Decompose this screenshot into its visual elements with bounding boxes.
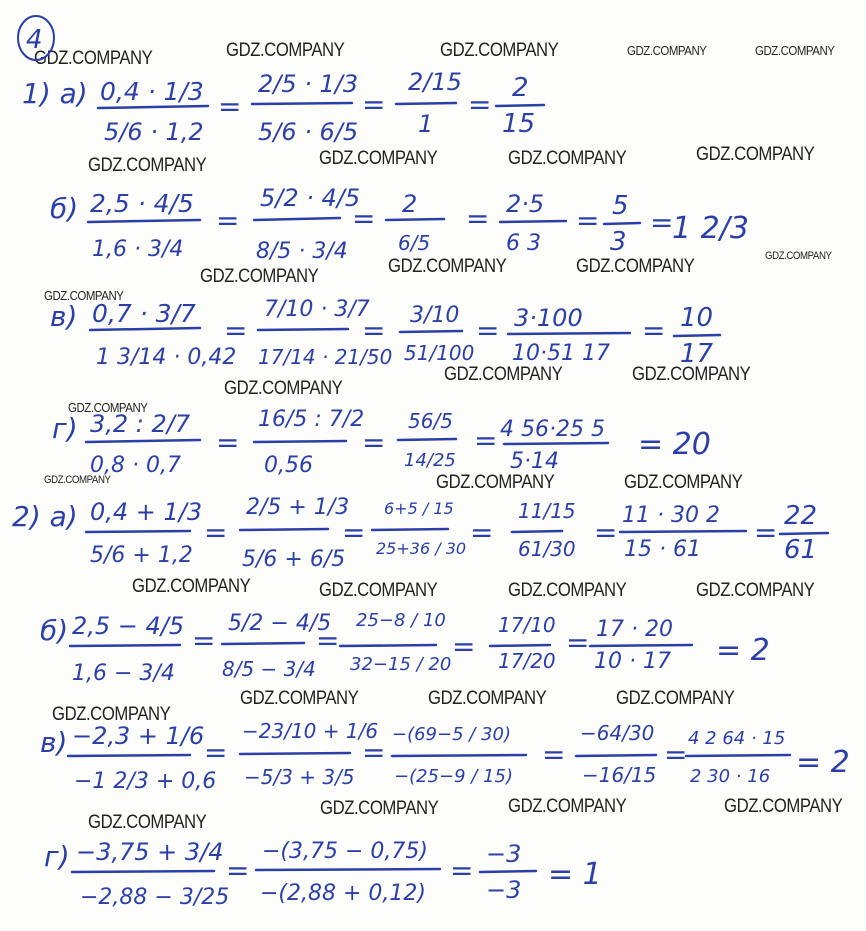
watermark: GDZ.COMPANY: [696, 580, 815, 601]
numerator: 2/15: [408, 68, 462, 96]
numerator: 17/10: [498, 613, 556, 637]
equals-sign: =: [566, 626, 590, 659]
result: = 2: [796, 745, 850, 780]
fraction-bar: [222, 643, 304, 644]
problem-label: б): [40, 614, 69, 647]
equals-sign: =: [542, 738, 566, 771]
fraction-bar: [686, 755, 790, 756]
denominator: 15 · 61: [624, 537, 701, 562]
numerator: 5: [612, 191, 629, 221]
watermark: GDZ.COMPANY: [576, 256, 695, 277]
watermark: GDZ.COMPANY: [616, 688, 735, 709]
numerator: 7/10 · 3/7: [264, 297, 370, 322]
denominator: 32−15 / 20: [350, 654, 452, 675]
watermark: GDZ.COMPANY: [320, 798, 439, 819]
watermark: GDZ.COMPANY: [508, 580, 627, 601]
numerator: 2/5 · 1/3: [258, 70, 359, 98]
problem-2a: [12, 495, 828, 572]
fraction-bar: [88, 220, 200, 222]
equals-sign: =: [362, 426, 386, 459]
fraction-bar: [72, 871, 214, 872]
denominator: 1,6 − 3/4: [72, 661, 175, 686]
watermark: GDZ.COMPANY: [319, 148, 438, 169]
numerator: 2/5 + 1/3: [246, 495, 350, 520]
watermark: GDZ.COMPANY: [240, 688, 359, 709]
watermark: GDZ.COMPANY: [44, 474, 111, 486]
numerator: 56/5: [408, 409, 453, 433]
denominator: −16/15: [582, 763, 657, 787]
denominator: 17/20: [498, 649, 556, 673]
fraction-bar: [396, 103, 456, 104]
fraction-bar: [252, 103, 352, 104]
denominator: 5/6 + 1,2: [90, 543, 193, 568]
watermark: GDZ.COMPANY: [34, 48, 153, 69]
denominator: 5/6 · 6/5: [258, 118, 359, 146]
denominator: 1 3/14 · 0,42: [96, 345, 237, 370]
fraction-bar: [68, 755, 190, 756]
numerator: −(3,75 − 0,75): [262, 839, 428, 864]
fraction-bar: [496, 105, 544, 106]
watermark: GDZ.COMPANY: [696, 144, 815, 165]
denominator: 5/6 · 1,2: [104, 118, 204, 146]
equals-sign: =: [470, 516, 494, 549]
watermark: GDZ.COMPANY: [444, 364, 563, 385]
numerator: 0,4 + 1/3: [90, 498, 203, 526]
denominator: 61/30: [518, 537, 576, 561]
problem-label: б): [50, 192, 79, 225]
numerator: 11 · 30 2: [622, 503, 720, 528]
numerator: 2: [402, 190, 418, 218]
denominator: −2,88 − 3/25: [80, 885, 230, 910]
watermark: GDZ.COMPANY: [755, 43, 835, 58]
fraction-bar: [386, 219, 444, 220]
denominator: 0,56: [264, 453, 313, 478]
problem-label: 1) а): [22, 77, 88, 110]
fraction-bar: [240, 753, 350, 754]
equals-sign: =: [576, 204, 600, 237]
result: = 20: [638, 427, 711, 462]
equals-sign: =: [468, 88, 492, 121]
equals-sign: =: [650, 206, 674, 239]
fraction-bar: [604, 223, 640, 224]
equals-sign: =: [754, 516, 778, 549]
fraction-bar: [504, 443, 608, 444]
mixed-number: 1 2/3: [672, 211, 749, 246]
result: = 2: [716, 633, 770, 668]
denominator: −(2,88 + 0,12): [260, 881, 426, 906]
problem-label: в): [40, 726, 68, 759]
watermark: GDZ.COMPANY: [132, 576, 251, 597]
numerator: −2,3 + 1/6: [72, 722, 205, 750]
numerator: 6+5 / 15: [384, 499, 454, 518]
denominator: −(25−9 / 15): [394, 766, 513, 787]
denominator: 14/25: [404, 450, 456, 471]
fraction-bar: [98, 106, 208, 108]
equals-sign: =: [450, 854, 474, 887]
equals-sign: =: [466, 202, 490, 235]
watermark: GDZ.COMPANY: [624, 472, 743, 493]
numerator: −23/10 + 1/6: [242, 719, 379, 743]
equals-sign: =: [342, 516, 366, 549]
denominator: 10·51 17: [512, 341, 610, 366]
denominator: 0,8 · 0,7: [90, 453, 181, 478]
equals-sign: =: [216, 204, 240, 237]
numerator: 0,7 · 3/7: [92, 299, 196, 328]
equals-sign: =: [352, 202, 376, 235]
numerator: 25−8 / 10: [356, 610, 446, 631]
fraction-bar: [500, 221, 566, 222]
fraction-bar: [240, 529, 328, 530]
equals-sign: =: [642, 314, 666, 347]
fraction-bar: [254, 441, 346, 442]
watermark: GDZ.COMPANY: [388, 256, 507, 277]
numerator: 2: [512, 73, 529, 103]
equals-sign: =: [594, 516, 618, 549]
fraction-bar: [400, 331, 462, 332]
denominator: 25+36 / 30: [376, 539, 467, 558]
equals-sign: =: [476, 314, 500, 347]
numerator: 4 2 64 · 15: [688, 728, 786, 749]
problem-1v: [50, 297, 720, 370]
fraction-bar: [90, 328, 200, 330]
watermark: GDZ.COMPANY: [68, 400, 148, 415]
watermark: GDZ.COMPANY: [224, 378, 343, 399]
denominator: −3: [486, 876, 522, 904]
fraction-bar: [392, 755, 526, 756]
fraction-bar: [398, 439, 456, 440]
equals-sign: =: [216, 426, 240, 459]
problem-label: г): [52, 412, 78, 445]
fraction-bar: [512, 531, 562, 532]
denominator: 5·14: [510, 449, 559, 474]
fraction-bar: [576, 755, 656, 756]
problem-2g: [44, 838, 602, 910]
numerator: −3: [486, 840, 522, 868]
fraction-bar: [86, 531, 190, 532]
numerator: 2·5: [506, 190, 545, 218]
fraction-bar: [372, 529, 448, 530]
numerator: 5/2 − 4/5: [228, 611, 332, 636]
watermark: GDZ.COMPANY: [428, 688, 547, 709]
numerator: −3,75 + 3/4: [76, 838, 224, 866]
equals-sign: =: [316, 624, 340, 657]
numerator: −64/30: [580, 721, 655, 745]
fraction-bar: [70, 645, 180, 646]
denominator: 61: [784, 535, 818, 565]
fraction-bar: [590, 645, 692, 646]
denominator: 17: [680, 339, 714, 369]
watermark: GDZ.COMPANY: [724, 796, 843, 817]
numerator: 2,5 − 4/5: [72, 612, 185, 640]
denominator: 10 · 17: [594, 649, 671, 674]
denominator: 15: [502, 109, 536, 139]
equals-sign: =: [452, 630, 476, 663]
fraction-bar: [620, 531, 746, 532]
equals-sign: =: [224, 314, 248, 347]
numerator: 22: [784, 501, 818, 531]
watermark: GDZ.COMPANY: [440, 40, 559, 61]
result: = 1: [548, 857, 602, 892]
watermark: GDZ.COMPANY: [508, 796, 627, 817]
numerator: 3,2 : 2/7: [90, 410, 191, 438]
equals-sign: =: [218, 90, 242, 123]
denominator: −1 2/3 + 0,6: [74, 769, 217, 794]
denominator: 5/6 + 6/5: [242, 547, 346, 572]
problem-label: 2) а): [12, 500, 78, 533]
denominator: 2 30 · 16: [690, 766, 771, 787]
watermark: GDZ.COMPANY: [88, 155, 207, 176]
watermark: GDZ.COMPANY: [88, 812, 207, 833]
numerator: 17 · 20: [596, 617, 673, 642]
denominator: 17/14 · 21/50: [258, 345, 393, 369]
watermark: GDZ.COMPANY: [436, 472, 555, 493]
numerator: 3/10: [410, 303, 460, 328]
problem-1b: [50, 184, 749, 264]
numerator: 4 56·25 5: [500, 417, 605, 442]
watermark: GDZ.COMPANY: [44, 288, 124, 303]
denominator: 1: [418, 110, 434, 138]
numerator: 10: [680, 303, 714, 333]
watermark: GDZ.COMPANY: [200, 266, 319, 287]
problem-label: в): [50, 300, 78, 333]
watermark: GDZ.COMPANY: [226, 40, 345, 61]
equals-sign: =: [362, 736, 386, 769]
problem-1g: [52, 407, 711, 478]
equals-sign: =: [204, 736, 228, 769]
fraction-bar: [256, 869, 440, 870]
denominator: 51/100: [404, 341, 475, 365]
watermark: GDZ.COMPANY: [765, 250, 832, 262]
watermark: GDZ.COMPANY: [632, 364, 751, 385]
fraction-bar: [254, 218, 340, 220]
denominator: 8/5 − 3/4: [222, 657, 316, 681]
denominator: 3: [610, 227, 627, 257]
denominator: 6/5: [398, 231, 431, 255]
numerator: 0,4 · 1/3: [100, 77, 204, 106]
problem-2v: [40, 719, 850, 794]
problem-label: г): [44, 840, 70, 873]
fraction-bar: [86, 440, 200, 442]
fraction-bar: [340, 645, 436, 646]
fraction-bar: [480, 871, 536, 872]
fraction-bar: [258, 329, 348, 330]
fraction-bar: [674, 335, 720, 336]
numerator: 16/5 : 7/2: [258, 407, 365, 432]
equals-sign: =: [204, 516, 228, 549]
numerator: 2,5 · 4/5: [90, 189, 194, 218]
task-number: 4: [26, 25, 43, 55]
watermark: GDZ.COMPANY: [319, 580, 438, 601]
equals-sign: =: [664, 738, 688, 771]
problem-2b: [40, 610, 770, 686]
watermark: GDZ.COMPANY: [508, 148, 627, 169]
equals-sign: =: [362, 88, 386, 121]
fraction-bar: [780, 533, 828, 534]
denominator: 8/5 · 3/4: [256, 239, 348, 264]
problem-1a: [22, 68, 544, 146]
numerator: 11/15: [518, 499, 576, 523]
watermark: GDZ.COMPANY: [52, 704, 171, 725]
denominator: 1,6 · 3/4: [92, 237, 184, 262]
equals-sign: =: [226, 854, 250, 887]
numerator: 5/2 · 4/5: [260, 184, 361, 212]
watermark: GDZ.COMPANY: [627, 43, 707, 58]
fraction-bar: [490, 645, 550, 646]
fraction-bar: [508, 333, 630, 334]
numerator: 3·100: [514, 304, 583, 332]
denominator: 6 3: [506, 231, 541, 256]
equals-sign: =: [362, 314, 386, 347]
equals-sign: =: [474, 424, 498, 457]
denominator: −5/3 + 3/5: [244, 765, 355, 789]
equals-sign: =: [192, 624, 216, 657]
numerator: −(69−5 / 30): [392, 724, 511, 745]
